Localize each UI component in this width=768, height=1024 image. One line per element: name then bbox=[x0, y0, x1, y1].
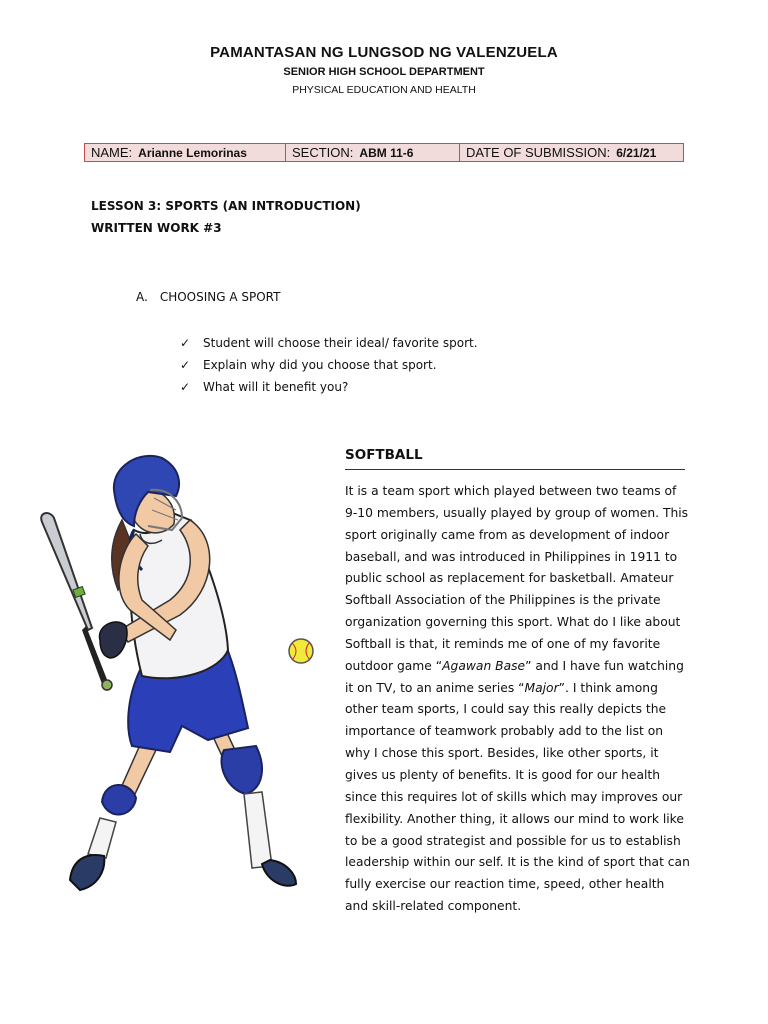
name-label: NAME: bbox=[91, 145, 133, 160]
section-label: SECTION: bbox=[292, 145, 354, 160]
department-name: SENIOR HIGH SCHOOL DEPARTMENT bbox=[283, 66, 485, 78]
section-value: ABM 11-6 bbox=[359, 145, 414, 160]
softball-player-illustration bbox=[30, 450, 330, 920]
name-value: Arianne Lemorinas bbox=[138, 145, 247, 160]
anime-name: Major bbox=[524, 680, 559, 695]
sport-description bbox=[345, 481, 690, 918]
checkmark-icon: ✓ bbox=[180, 380, 191, 394]
paragraph-part: It is a team sport which played between two teams of 9-10 members, usually played by group of women. This sport originally came from as development of indoor baseball, and was introduced in Philippines in 1911 to public school as replacement for basketball. Amateur Softball Association of the Philippines is the private organization governing this sport. What do I like about Softball is that, it reminds me of one of my favorite outdoor game “ bbox=[345, 484, 689, 673]
name-cell bbox=[85, 144, 285, 161]
list-item bbox=[180, 354, 478, 376]
section-cell bbox=[285, 144, 459, 161]
instruction-checklist bbox=[180, 332, 478, 398]
subject-name: PHYSICAL EDUCATION AND HEALTH bbox=[292, 84, 476, 96]
sport-title: SOFTBALL bbox=[345, 447, 423, 463]
list-item bbox=[180, 332, 478, 354]
section-title: CHOOSING A SPORT bbox=[159, 290, 281, 304]
list-item-text: What will it benefit you? bbox=[203, 380, 349, 394]
date-cell bbox=[459, 144, 683, 161]
university-name: PAMANTASAN NG LUNGSOD NG VALENZUELA bbox=[210, 44, 558, 61]
right-leg bbox=[208, 718, 296, 886]
paragraph-part: ”. I think among other team sports, I could say this really depicts the importance of teamwork probably add to the list on why I chose this sport. Besides, like other sports, it gives us plenty of benefits. It is good for our health since this requires lot of skills which may improves our flexibility. Another thing, it allows our mind to work like to be a good strategist and possible for us to establish leadership within our self. It is the kind of sport that can fully exercise our reaction time, speed, other health and skill-related component. bbox=[345, 680, 690, 914]
paragraph-part: ” and I have fun watching it on TV, to an anime series “ bbox=[345, 658, 684, 695]
game-name: Agawan Base bbox=[442, 658, 526, 673]
list-item-text: Explain why did you choose that sport. bbox=[203, 358, 437, 372]
left-leg bbox=[70, 745, 156, 890]
lesson-title: LESSON 3: SPORTS (AN INTRODUCTION) bbox=[91, 199, 361, 213]
student-info-row bbox=[84, 143, 684, 162]
list-item bbox=[180, 376, 478, 398]
date-label: DATE OF SUBMISSION: bbox=[466, 145, 611, 160]
checkmark-icon: ✓ bbox=[180, 336, 191, 350]
list-item-text: Student will choose their ideal/ favorite sport. bbox=[203, 336, 478, 350]
section-heading bbox=[136, 290, 280, 304]
date-value: 6/21/21 bbox=[616, 145, 657, 160]
bat-icon bbox=[41, 513, 112, 690]
checkmark-icon: ✓ bbox=[180, 358, 191, 372]
softball-icon bbox=[289, 639, 313, 663]
title-underline bbox=[345, 469, 685, 470]
written-work-title: WRITTEN WORK #3 bbox=[91, 221, 222, 235]
section-marker: A. bbox=[136, 290, 148, 304]
